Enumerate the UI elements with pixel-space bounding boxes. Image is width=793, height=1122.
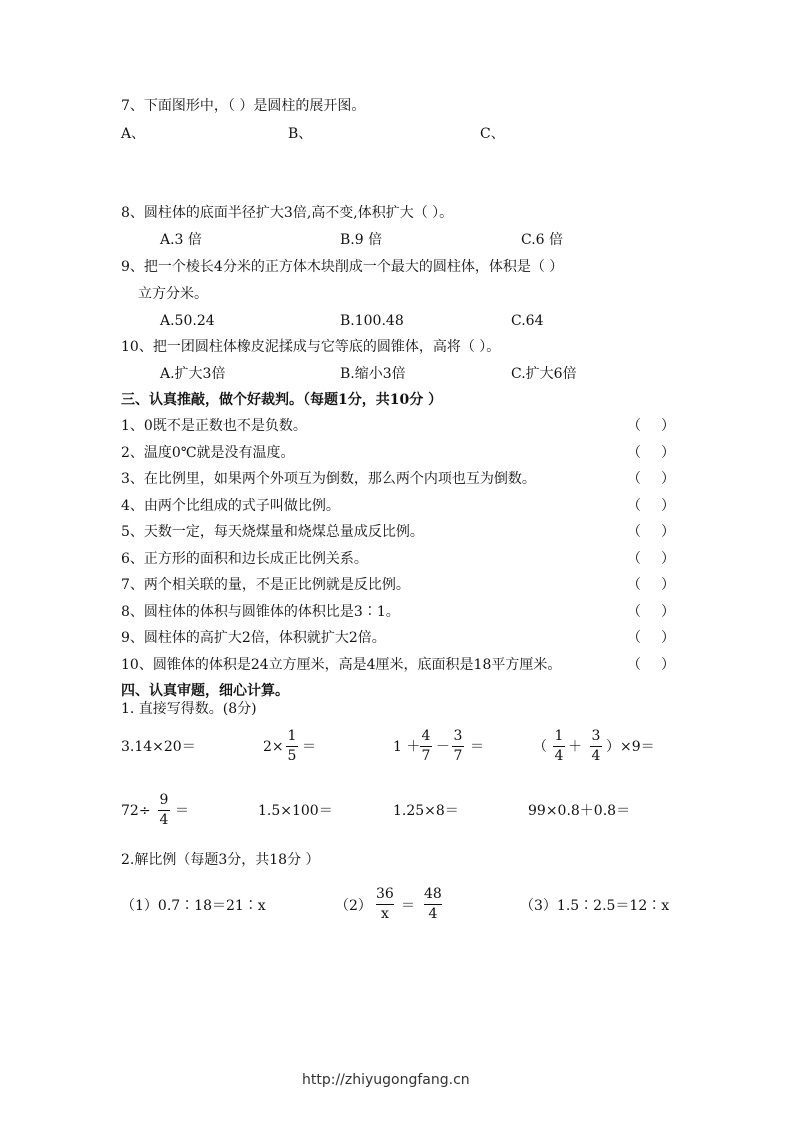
q9-option-c: C.64 — [511, 313, 544, 329]
tf-answer-7[interactable] — [627, 576, 675, 594]
q8-option-a: A.3 倍 — [160, 232, 202, 248]
q10-option-b: B.缩小3倍 — [340, 366, 406, 382]
tf-answer-8[interactable] — [627, 603, 675, 621]
q9-option-b: B.100.48 — [340, 313, 404, 329]
calc-2-prefix: 2× — [263, 739, 284, 755]
calc-5-equals: ＝ — [175, 803, 189, 819]
tf-item-9: 9、圆柱体的高扩大2倍，体积就扩大2倍。 — [121, 630, 386, 646]
fraction-bar — [424, 904, 442, 905]
tf-answer-10[interactable] — [627, 656, 675, 674]
calc-4-suffix: ）×9＝ — [606, 739, 655, 755]
tf-answer-6[interactable] — [627, 550, 675, 568]
q9-option-a: A.50.24 — [160, 313, 215, 329]
q7-option-a: A、 — [121, 126, 146, 142]
q7-option-b: B、 — [288, 126, 313, 142]
proportion-2-fraction-1 — [376, 886, 394, 923]
section4-title: 四、认真审题，细心计算。 — [121, 683, 289, 699]
tf-answer-1[interactable] — [627, 417, 675, 435]
paren-close: ） — [661, 445, 675, 461]
q10-option-a: A.扩大3倍 — [160, 366, 226, 382]
calc-3-operator: － — [436, 739, 450, 755]
denominator: x — [380, 906, 389, 922]
q7-option-c: C、 — [480, 126, 505, 142]
q7-text: 7、下面图形中，（ ）是圆柱的展开图。 — [121, 98, 366, 114]
fraction-bar — [158, 810, 170, 811]
calc-3-equals: ＝ — [470, 739, 484, 755]
denominator: 4 — [428, 906, 438, 922]
paren-close: ） — [661, 630, 675, 646]
paren-open: （ — [627, 498, 641, 514]
paren-close: ） — [661, 471, 675, 487]
q8-text: 8、圆柱体的底面半径扩大3倍,高不变,体积扩大（ ）。 — [121, 205, 454, 221]
paren-open: （ — [627, 577, 641, 593]
paren-open: （ — [627, 445, 641, 461]
q9-text-continued: 立方分米。 — [138, 286, 208, 302]
paren-open: （ — [627, 630, 641, 646]
numerator: 9 — [159, 792, 169, 808]
numerator: 1 — [554, 728, 564, 744]
calc-8: 99×0.8＋0.8＝ — [528, 803, 631, 819]
part2-title: 2.解比例（每题3分，共18分 ） — [121, 852, 320, 868]
denominator: 4 — [554, 748, 564, 764]
tf-answer-5[interactable] — [627, 523, 675, 541]
section3-title: 三、认真推敲，做个好裁判。（每题1分，共10分 ） — [121, 392, 443, 408]
numerator: 36 — [376, 886, 394, 902]
fraction-bar — [420, 746, 432, 747]
footer-url[interactable]: http://zhiyugongfang.cn — [302, 1072, 470, 1088]
tf-answer-4[interactable] — [627, 497, 675, 515]
tf-item-4: 4、由两个比组成的式子叫做比例。 — [121, 498, 340, 514]
tf-answer-9[interactable] — [627, 629, 675, 647]
calc-4-fraction-2 — [590, 728, 602, 765]
tf-item-2: 2、温度0℃就是没有温度。 — [121, 445, 295, 461]
numerator: 1 — [287, 728, 297, 744]
calc-6: 1.5×100＝ — [258, 803, 333, 819]
fraction-bar — [452, 746, 464, 747]
tf-item-8: 8、圆柱体的体积与圆锥体的体积比是3∶1。 — [121, 604, 400, 620]
calc-4-prefix: （ — [533, 739, 547, 755]
paren-close: ） — [661, 551, 675, 567]
calc-3-fraction-2 — [452, 728, 464, 765]
tf-item-7: 7、两个相关联的量，不是正比例就是反比例。 — [121, 577, 410, 593]
calc-5-fraction — [158, 792, 170, 829]
denominator: 7 — [453, 748, 463, 764]
paren-close: ） — [661, 524, 675, 540]
proportion-3: （3）1.5∶2.5＝12∶x — [520, 898, 670, 914]
numerator: 4 — [421, 728, 431, 744]
tf-answer-3[interactable] — [627, 470, 675, 488]
denominator: 4 — [591, 748, 601, 764]
tf-item-5: 5、天数一定，每天烧煤量和烧煤总量成反比例。 — [121, 524, 424, 540]
paren-open: （ — [627, 604, 641, 620]
proportion-2-label: （2） — [335, 898, 372, 914]
fraction-bar — [286, 746, 298, 747]
paren-close: ） — [661, 604, 675, 620]
numerator: 3 — [591, 728, 601, 744]
paren-open: （ — [627, 418, 641, 434]
fraction-bar — [590, 746, 602, 747]
calc-2-fraction — [286, 728, 298, 765]
paren-open: （ — [627, 551, 641, 567]
tf-answer-2[interactable] — [627, 444, 675, 462]
proportion-2-equals: ＝ — [401, 898, 415, 914]
q8-option-b: B.9 倍 — [340, 232, 383, 248]
calc-7: 1.25×8＝ — [393, 803, 459, 819]
proportion-2-fraction-2 — [424, 886, 442, 923]
calc-3-fraction-1 — [420, 728, 432, 765]
calc-4-operator: ＋ — [568, 739, 582, 755]
paren-close: ） — [661, 498, 675, 514]
paren-open: （ — [627, 471, 641, 487]
q8-option-c: C.6 倍 — [521, 232, 564, 248]
q10-text: 10、把一团圆柱体橡皮泥揉成与它等底的圆锥体，高将（ ）。 — [121, 339, 501, 355]
paren-close: ） — [661, 577, 675, 593]
calc-1: 3.14×20＝ — [121, 739, 196, 755]
denominator: 7 — [421, 748, 431, 764]
paren-open: （ — [627, 524, 641, 540]
denominator: 4 — [159, 812, 169, 828]
paren-open: （ — [627, 657, 641, 673]
calc-5-prefix: 72÷ — [121, 803, 151, 819]
calc-2-equals: ＝ — [302, 739, 316, 755]
tf-item-1: 1、0既不是正数也不是负数。 — [121, 418, 307, 434]
fraction-bar — [553, 746, 565, 747]
calc-4-fraction-1 — [553, 728, 565, 765]
q9-text: 9、把一个棱长4分米的正方体木块削成一个最大的圆柱体，体积是（ ） — [121, 259, 564, 275]
numerator: 3 — [453, 728, 463, 744]
paren-close: ） — [661, 657, 675, 673]
part1-title: 1. 直接写得数。(8分) — [121, 701, 257, 717]
denominator: 5 — [287, 748, 297, 764]
proportion-1: （1）0.7∶18＝21∶x — [121, 898, 266, 914]
q10-option-c: C.扩大6倍 — [511, 366, 577, 382]
calc-3-prefix: 1 ＋ — [393, 739, 421, 755]
fraction-bar — [376, 904, 394, 905]
paren-close: ） — [661, 418, 675, 434]
numerator: 48 — [424, 886, 442, 902]
tf-item-3: 3、在比例里，如果两个外项互为倒数，那么两个内项也互为倒数。 — [121, 471, 536, 487]
tf-item-10: 10、圆锥体的体积是24立方厘米，高是4厘米，底面积是18平方厘米。 — [121, 657, 562, 673]
tf-item-6: 6、正方形的面积和边长成正比例关系。 — [121, 551, 368, 567]
